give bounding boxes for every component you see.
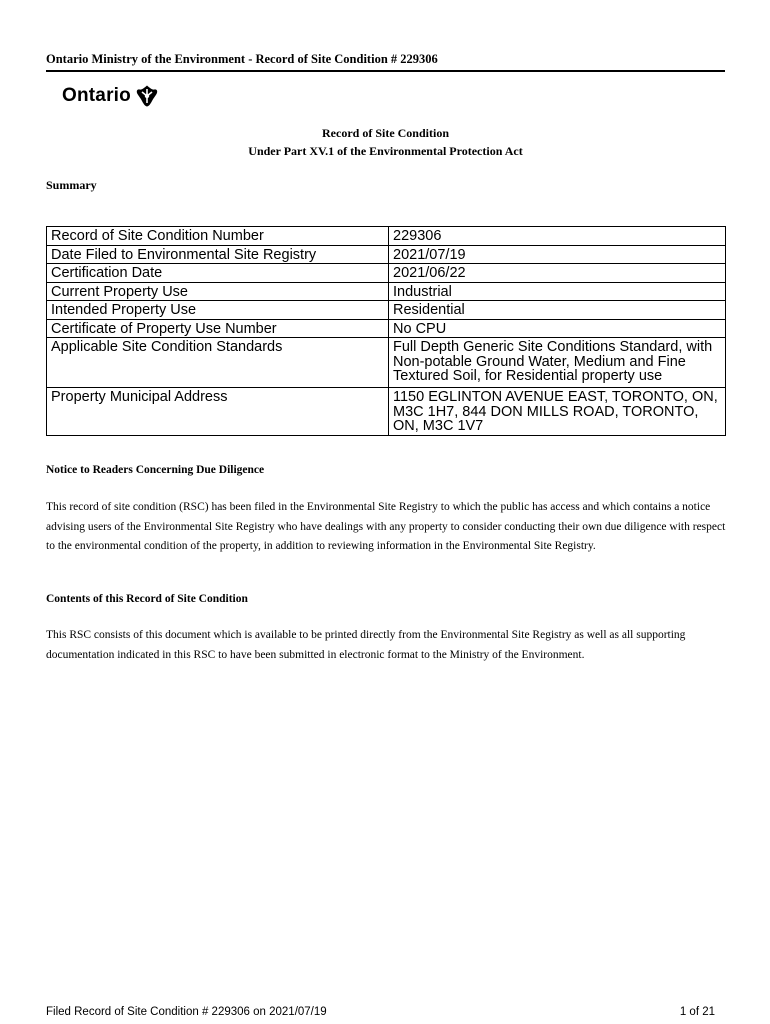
footer-filed-text: Filed Record of Site Condition # 229306 on 2021/07/19 <box>46 1006 327 1018</box>
row-value: 2021/07/19 <box>389 245 726 264</box>
row-value: Residential <box>389 301 726 320</box>
row-label: Applicable Site Condition Standards <box>47 338 389 388</box>
document-titles <box>46 124 725 160</box>
table-row <box>47 301 726 320</box>
summary-table <box>46 226 726 436</box>
table-row <box>47 282 726 301</box>
table-row <box>47 227 726 246</box>
row-value: 229306 <box>389 227 726 246</box>
table-row <box>47 264 726 283</box>
row-value: Full Depth Generic Site Conditions Standard, with Non-potable Ground Water, Medium and Fine Textured Soil, for Residential property use <box>389 338 726 388</box>
logo-wordmark: Ontario <box>62 85 131 106</box>
notice-heading: Notice to Readers Concerning Due Diligence <box>46 464 265 476</box>
row-value: 1150 EGLINTON AVENUE EAST, TORONTO, ON, M3C 1H7, 844 DON MILLS ROAD, TORONTO, ON, M3C 1V7 <box>389 388 726 436</box>
document-title: Record of Site Condition <box>322 126 449 140</box>
row-label: Intended Property Use <box>47 301 389 320</box>
trillium-icon <box>135 84 159 108</box>
row-label: Certificate of Property Use Number <box>47 319 389 338</box>
row-label: Current Property Use <box>47 282 389 301</box>
notice-body: This record of site condition (RSC) has been filed in the Environmental Site Registry to which the public has access and which contains a notice advising users of the Environmental Site Registry who have dealings with any property to consider conducting their own due diligence with respect to the environmental condition of the property, in addition to reviewing information in the Environmental Site Registry. <box>46 501 726 552</box>
document-subtitle: Under Part XV.1 of the Environmental Protection Act <box>248 144 523 158</box>
contents-body: This RSC consists of this document which is available to be printed directly from the Environmental Site Registry as well as all supporting documentation indicated in this RSC to have been submitted in electronic format to the Ministry of the Environment. <box>46 629 686 661</box>
row-value: Industrial <box>389 282 726 301</box>
document-header: Ontario Ministry of the Environment - Record of Site Condition # 229306 <box>46 52 725 72</box>
row-value: 2021/06/22 <box>389 264 726 283</box>
summary-heading: Summary <box>46 178 97 192</box>
page-number: 1 of 21 <box>679 1006 715 1018</box>
table-row <box>47 245 726 264</box>
contents-heading: Contents of this Record of Site Condition <box>46 593 248 605</box>
row-value: No CPU <box>389 319 726 338</box>
row-label: Date Filed to Environmental Site Registry <box>47 245 389 264</box>
row-label: Property Municipal Address <box>47 388 389 436</box>
table-row <box>47 338 726 388</box>
table-row <box>47 388 726 436</box>
row-label: Certification Date <box>47 264 389 283</box>
ontario-logo <box>62 82 159 110</box>
row-label: Record of Site Condition Number <box>47 227 389 246</box>
table-row <box>47 319 726 338</box>
